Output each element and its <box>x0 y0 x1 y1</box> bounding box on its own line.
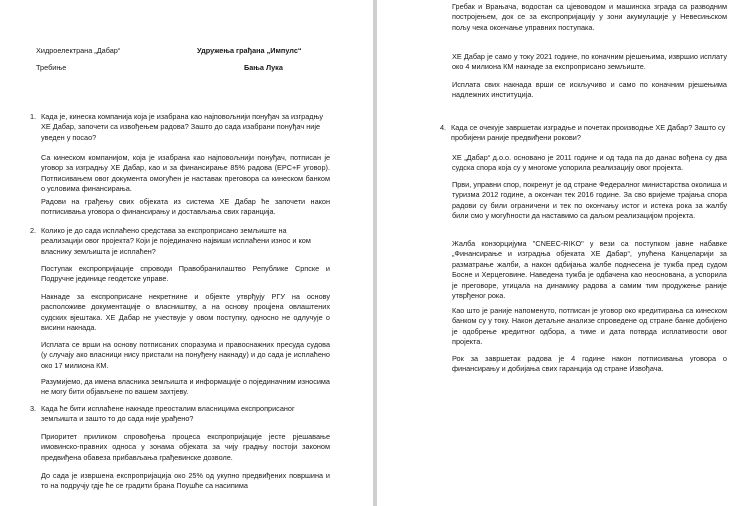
answer-paragraph: Рок за завршетак радова је 4 године након потписивања уговора о финансирању и добијања свих гаранција од стране Извођача. <box>452 354 727 374</box>
answer-paragraph: До сада је извршена експропријација око 25% од укупно предвиђених површина и то на подручју гдје ће се градити брана Поушће са насипима <box>41 471 330 491</box>
association-city: Бања Лука <box>244 63 283 72</box>
question-2 <box>30 226 330 257</box>
answer-paragraph: Гребак и Врањача, водостан са цјевоводом и машинска зграда са разводним постројењем, док се за експропријацију у зони акумулације у Невесињском пољу чека окончање управних поступака. <box>452 2 727 32</box>
company-town: Требиње <box>36 63 67 72</box>
answer-paragraph: Радови на грађењу свих објеката из система ХЕ Дабар ће започети након потписивања уговора о финансирању и достављања свих гаранција. <box>41 197 330 217</box>
answer-paragraph: Приоритет приликом спровођења процеса експропријације јесте рјешавање имовинско-правних односа у зонама објеката за чију градњу постоји законом предвиђена обавеза прибављања грађевинске дозволе. <box>41 432 330 462</box>
answer-paragraph: ХЕ „Дабар“ д.о.о. основано је 2011 године и од тада па до данас вођена су два судска спора која су у многоме успорила реализацију овог пројекта. <box>452 153 727 173</box>
answer-paragraph: ХЕ Дабар је само у току 2021 године, по коначним рјешењима, извршио исплату око 4 милиона КМ накнаде за експроприсано земљиште. <box>452 52 727 72</box>
question-text: Када се очекује завршетак изградње и почетак производње ХЕ Дабар? Зашто су пробијени раније предвиђени рокови? <box>451 123 726 143</box>
company-name: Хидроелектрана „Дабар“ <box>36 46 121 55</box>
question-number: 4. <box>440 123 447 132</box>
answer-paragraph: Са кинеском компанијом, која је изабрана као најповољнији понуђач, потписан је уговор за изградњу ХЕ Дабар, као и за финансирање 85% радова (EPC+F уговор). Потписивањем овог документа омогућен је наставак преговора са кинеском банком о условима финансирања. <box>41 153 330 194</box>
question-3 <box>30 404 330 425</box>
question-1 <box>30 112 330 143</box>
answer-paragraph: Накнаде за експроприсане некретнине и објекте утврђују РГУ на основу расположиве документације о власништву, а на основу процјена овлаштених судских вјештака. ХЕ Дабар не учествује у овом поступку, односно не одлучује о висини накнада. <box>41 292 330 333</box>
question-text: Колико је до сада исплаћено средстава за експроприсано земљиште на реализацији овог пројекта? Који је појединачно највиши исплаћени износ и ком власнику земљишта је исплаћен? <box>41 226 311 256</box>
answer-paragraph: Исплата се врши на основу потписаних споразума и правоснажних пресуда судова (у случају ако власници нису пристали на понуђену накнаду) и до сада је исплаћено око 17 милиона КМ. <box>41 340 330 370</box>
answer-paragraph: Први, управни спор, покренут је од стране Федералног министарства околиша и туризма 2012 године, а окончан тек 2016 године. За сво вријеме трајања спора радови су били ограничени и тек по окончању истог и истека рока за жалбу били смо у могућности да наставимо са даљом реализацијом пројекта. <box>452 180 727 221</box>
document-page-left <box>0 0 373 506</box>
question-number: 3. <box>30 404 37 413</box>
answer-paragraph: Поступак експропријације спроводи Правобранилаштво Републике Српске и Подручне јединице геодетске управе. <box>41 264 330 284</box>
answer-paragraph: Разумијемо, да имена власника земљишта и информације о појединачним износима не могу бити објављене по вашем захтјеву. <box>41 377 330 397</box>
association-name: Удружења грађана „Импулс“ <box>197 46 302 55</box>
question-text: Када ће бити исплаћене накнаде преосталим власницима експроприсаног земљишта и зашто то до сада није урађено? <box>41 404 295 424</box>
question-4 <box>440 123 730 144</box>
answer-paragraph: Жалба конзорцијума "CNEEC-RIKO" у вези са поступком јавне набавке „Финансирање и изградња објеката ХЕ Дабар“, упућена Канцеларији за разматрање жалби, а након одбијања жалбе поднесена је тужба пред судом Босне и Херцеговине. Наведена тужба је одбачена као неоснована, а успорила је преговоре, утицала на динамику радова а самим тим продужење раније утврђеног рока. <box>452 239 727 301</box>
question-number: 1. <box>30 112 37 121</box>
answer-paragraph: Као што је раније напоменуто, потписан је уговор око кредитирања са кинеском банком су у току. Након детаљне анализе спроведене од стране банке добијено је одобрење кредитног одбора, а тиме и дата потврда исплативости овог пројекта. <box>452 306 727 347</box>
document-page-right <box>377 0 750 506</box>
question-text: Када је, кинеска компанија која је изабрана као најповољнији понуђач за изградњу ХЕ Дабар, започети са извођењем радова? Зашто до сада изабрани понуђач није уведен у посао? <box>41 112 324 142</box>
question-number: 2. <box>30 226 37 235</box>
answer-paragraph: Исплата свих накнада врши се искључиво и само по коначним рјешењима надлежних институција. <box>452 80 727 100</box>
